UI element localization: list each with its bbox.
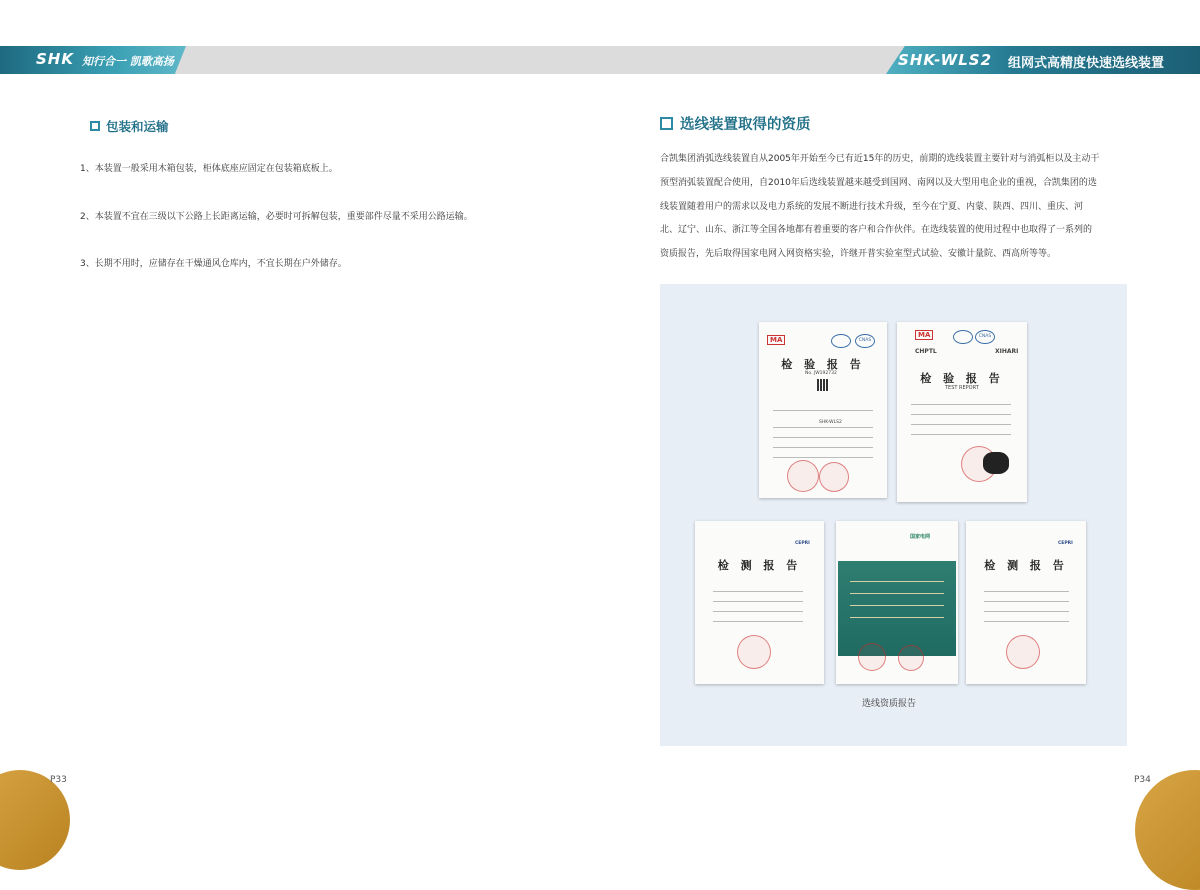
- paragraph-line: 资质报告，先后取得国家电网入网资格实验，许继开普实验室型式试验、安徽计量院、西高所等等。: [660, 249, 1057, 260]
- certificate-cover: [838, 561, 956, 656]
- form-line: [911, 414, 1011, 415]
- lab-name: XIHARI: [995, 348, 1019, 355]
- model-name: SHK-WLS2: [898, 51, 993, 69]
- square-bullet-icon: [660, 117, 673, 130]
- form-line: [911, 424, 1011, 425]
- ma-mark-icon: MA: [915, 330, 933, 340]
- certificate-image: [966, 521, 1086, 684]
- form-line: [773, 457, 873, 458]
- cnas-mark-icon: CNAS: [975, 330, 995, 344]
- intro-paragraph: [660, 148, 1130, 267]
- section-heading-qualifications: [660, 113, 811, 134]
- brand-logo-left: SHK: [36, 50, 74, 68]
- hologram-seal: [983, 452, 1009, 474]
- lab-name: CHPTL: [915, 348, 937, 355]
- form-line: [773, 427, 873, 428]
- paragraph-line: 线装置随着用户的需求以及电力系统的发展不断进行技术升级，至今在宁夏、内蒙、陕西、四川、重庆、河: [660, 201, 1084, 212]
- red-seal-stamp: [1006, 635, 1040, 669]
- page-number-right: P34: [1134, 775, 1151, 785]
- form-line: [713, 611, 803, 612]
- red-seal-stamp: [858, 643, 886, 671]
- form-line: [713, 621, 803, 622]
- form-line: [850, 593, 944, 594]
- form-line: [984, 621, 1069, 622]
- qr-code-icon: [817, 379, 829, 391]
- cnas-mark-icon: [953, 330, 973, 344]
- certificate-subtitle: TEST REPORT: [945, 385, 979, 391]
- paragraph-line: 合凯集团消弧选线装置自从2005年开始至今已有近15年的历史，前期的选线装置主要针对与消弧柜以及主动干: [660, 154, 1100, 164]
- figure-caption: 选线资质报告: [862, 699, 917, 709]
- form-line: [984, 601, 1069, 602]
- red-seal-stamp: [819, 462, 849, 492]
- form-line: [911, 434, 1011, 435]
- form-line: [773, 410, 873, 411]
- product-name: 组网式高精度快速选线装置: [1008, 56, 1165, 71]
- paragraph-line: 预型消弧装置配合使用，自2010年后选线装置越来越受到国网、南网以及大型用电企业的重视，合凯集团的选: [660, 177, 1097, 188]
- list-item: 3、长期不用时，应储存在干燥通风仓库内，不宜长期在户外储存。: [80, 259, 347, 269]
- form-line: [850, 581, 944, 582]
- cnas-mark-icon: CNAS: [855, 334, 875, 348]
- square-bullet-icon: [90, 121, 100, 131]
- certificate-image: [836, 521, 958, 684]
- certificate-title: 检 验 报 告: [920, 372, 1004, 385]
- red-seal-stamp: [787, 460, 819, 492]
- certificate-title: 检 测 报 告: [717, 559, 802, 572]
- certificate-image: [897, 322, 1027, 502]
- corner-decoration: [1135, 770, 1200, 890]
- list-item: 2、本装置不宜在三级以下公路上长距离运输，必要时可拆解包装，重要部件尽量不采用公路运输。: [80, 212, 473, 222]
- section-title: 选线装置取得的资质: [680, 117, 811, 133]
- corner-decoration: [0, 770, 70, 870]
- form-line: [850, 605, 944, 606]
- section-heading-packaging: [90, 117, 169, 135]
- brand-slogan: 知行合一 凯歌高扬: [82, 55, 174, 68]
- cepri-logo-icon: CEPRI: [1058, 541, 1073, 546]
- form-line: [713, 591, 803, 592]
- form-line: [773, 447, 873, 448]
- form-line: [713, 601, 803, 602]
- certificate-title: 检 测 报 告: [984, 559, 1068, 572]
- cnas-mark-icon: [831, 334, 851, 348]
- certificate-title: 检 验 报 告: [781, 358, 865, 371]
- red-seal-stamp: [737, 635, 771, 669]
- ma-mark-icon: MA: [767, 335, 785, 345]
- list-item: 1、本装置一般采用木箱包装，柜体底座应固定在包装箱底板上。: [80, 164, 338, 174]
- red-seal-stamp: [898, 645, 924, 671]
- paragraph-line: 北、辽宁、山东、浙江等全国各地都有着重要的客户和合作伙伴。在选线装置的使用过程中也取得了一系列的: [660, 225, 1093, 236]
- product-model: SHK-WLS2: [819, 420, 842, 425]
- form-line: [850, 617, 944, 618]
- certificate-image: [695, 521, 824, 684]
- page-number-left: P33: [50, 775, 67, 785]
- form-line: [984, 591, 1069, 592]
- certificate-number: No. JW192732: [805, 371, 837, 376]
- cepri-logo-icon: CEPRI: [795, 541, 810, 546]
- form-line: [773, 437, 873, 438]
- section-title: 包装和运输: [106, 119, 169, 134]
- form-line: [911, 404, 1011, 405]
- sgcc-logo-icon: 国家电网: [910, 534, 931, 540]
- form-line: [984, 611, 1069, 612]
- certificate-image: [759, 322, 887, 498]
